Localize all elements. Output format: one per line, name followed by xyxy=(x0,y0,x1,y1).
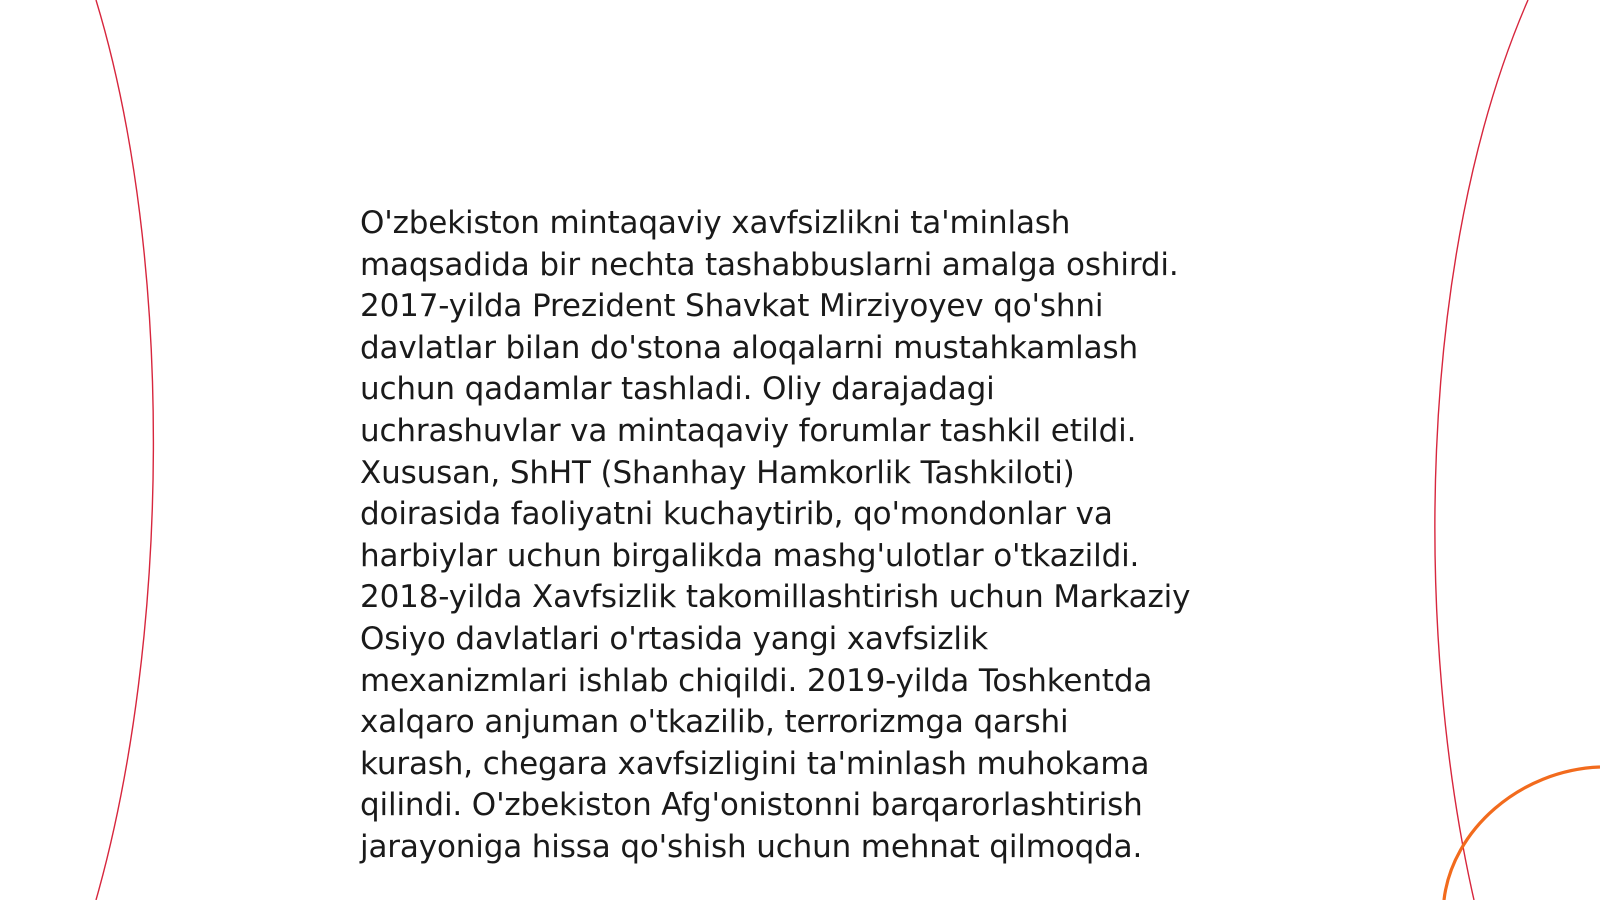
body-line: uchrashuvlar va mintaqaviy forumlar tashkil etildi. xyxy=(360,412,1137,449)
body-line: doirasida faoliyatni kuchaytirib, qo'mondonlar va xyxy=(360,496,1113,533)
body-paragraph xyxy=(360,203,1240,869)
body-line: Xususan, ShHT (Shanhay Hamkorlik Tashkiloti) xyxy=(360,454,1075,491)
body-line: xalqaro anjuman o'tkazilib, terrorizmga qarshi xyxy=(360,704,1069,741)
body-line: kurash, chegara xavfsizligini ta'minlash muhokama xyxy=(360,745,1150,782)
body-line: Osiyo davlatlari o'rtasida yangi xavfsizlik xyxy=(360,620,989,657)
corner-orange-arc xyxy=(1444,767,1600,900)
body-line: harbiylar uchun birgalikda mashg'ulotlar o'tkazildi. xyxy=(360,537,1140,574)
body-line: 2017-yilda Prezident Shavkat Mirziyoyev qo'shni xyxy=(360,288,1104,325)
body-line: uchun qadamlar tashladi. Oliy darajadagi xyxy=(360,371,995,408)
body-line: mexanizmlari ishlab chiqildi. 2019-yilda Toshkentda xyxy=(360,662,1153,699)
body-line: O'zbekiston mintaqaviy xavfsizlikni ta'minlash xyxy=(360,205,1071,241)
body-line: 2018-yilda Xavfsizlik takomillashtirish uchun Markaziy xyxy=(360,579,1191,616)
body-line: jarayoniga hissa qo'shish uchun mehnat qilmoqda. xyxy=(360,828,1143,865)
left-arc xyxy=(96,0,153,900)
body-line: qilindi. O'zbekiston Afg'onistonni barqarorlashtirish xyxy=(360,787,1143,824)
body-line: maqsadida bir nechta tashabbuslarni amalga oshirdi. xyxy=(360,246,1179,283)
right-arc xyxy=(1435,0,1528,900)
body-line: davlatlar bilan do'stona aloqalarni mustahkamlash xyxy=(360,329,1138,366)
